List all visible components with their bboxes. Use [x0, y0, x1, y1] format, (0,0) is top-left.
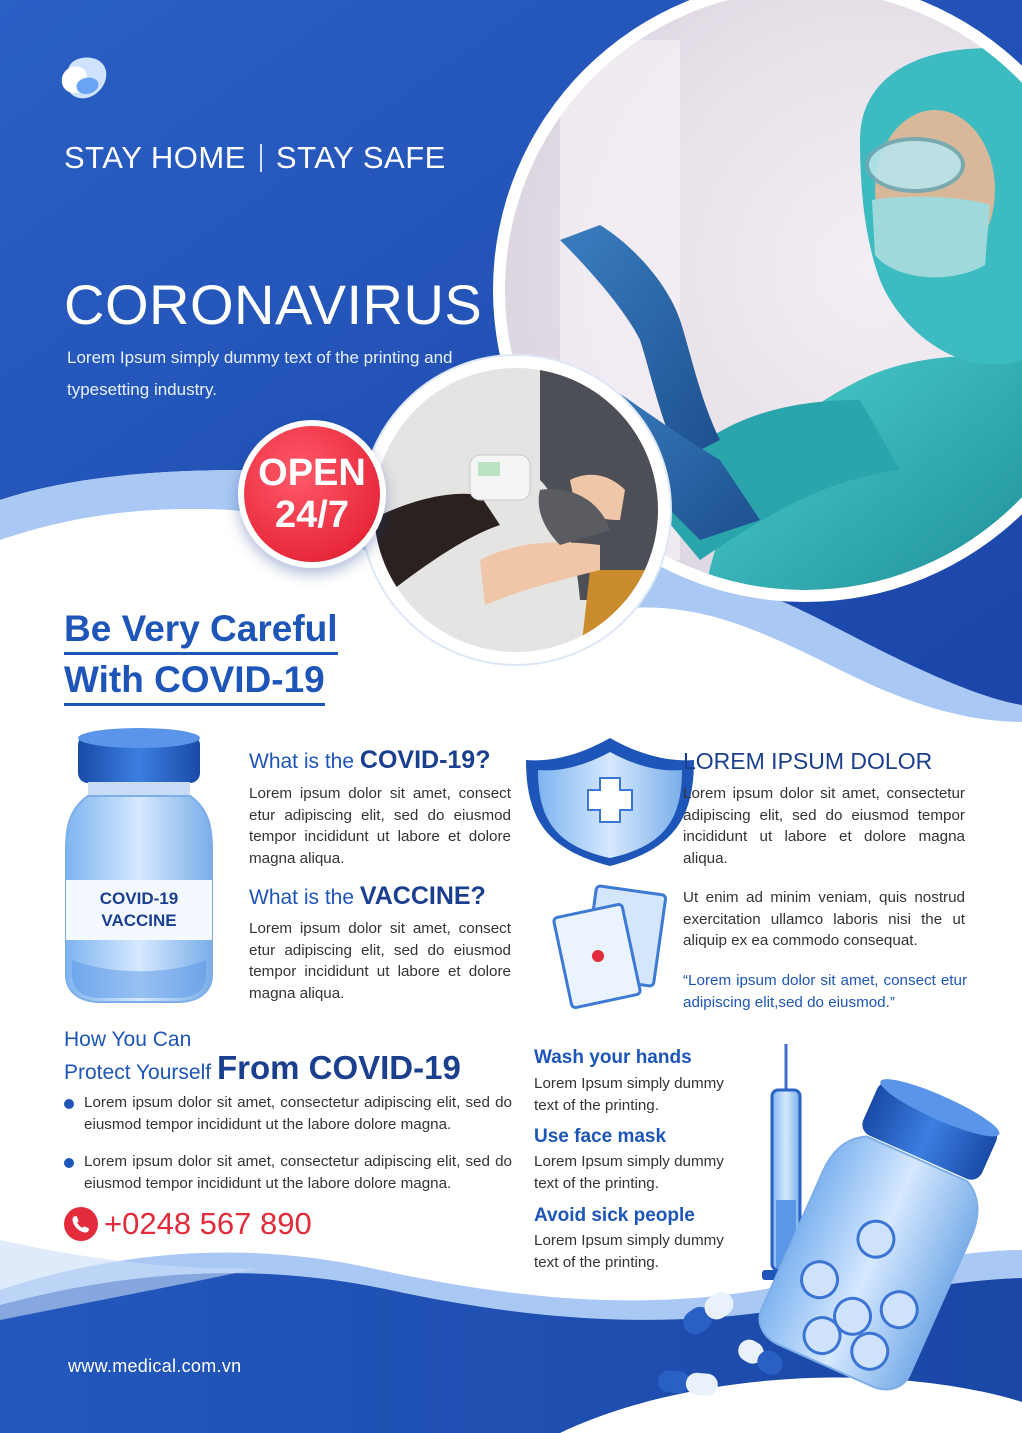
slogan [64, 140, 446, 176]
vaccine-title-emphasis: VACCINE? [359, 882, 486, 910]
hero-title: CORONAVIRUS [64, 273, 483, 336]
slogan-divider [260, 144, 262, 172]
bullet-dot-icon [64, 1158, 74, 1168]
badge-line-1: OPEN [258, 452, 366, 494]
bullet-text: Lorem ipsum dolor sit amet, consectetur adipiscing elit, sed do eiusmod tempor incididunt ut the labore dolore magna. [84, 1153, 512, 1192]
right-section-quote: “Lorem ipsum dolor sit amet, consect etur adipiscing elit,sed do eiusmod.” [683, 972, 967, 1011]
covid-section-body: Lorem ipsum dolor sit amet, consect etur adipiscing elit, sed do eiusmod tempor incididunt ut labore et dolore magna aliqua. [249, 785, 511, 867]
right-section-title: LOREM IPSUM DOLOR [683, 748, 933, 774]
list-item [64, 1151, 512, 1194]
protect-title-line-2: Protect Yourself [64, 1061, 212, 1084]
vaccine-bottle-label [66, 888, 212, 932]
website-link[interactable]: www.medical.com.vn [68, 1356, 242, 1376]
headline-line-1: Be Very Careful [64, 606, 338, 655]
headline-line-2: With COVID-19 [64, 657, 325, 706]
shield-cross-icon [526, 738, 694, 866]
covid-title-prefix: What is the [249, 750, 360, 773]
tip-title-face-mask: Use face mask [534, 1126, 667, 1147]
protect-title-line-2-wrap [64, 1049, 461, 1087]
right-section-body-2: Ut enim ad minim veniam, quis nostrud exercitation ullamco laboris nisi the ut aliquip ex ea commodo consequat. [683, 889, 965, 950]
bullet-text: Lorem ipsum dolor sit amet, consectetur adipiscing elit, sed do eiusmod tempor incididunt ut the labore dolore magna. [84, 1094, 512, 1133]
protect-title [64, 1026, 461, 1087]
tip-title-wash-hands: Wash your hands [534, 1047, 692, 1068]
protect-title-emphasis: From COVID-19 [216, 1049, 461, 1086]
slogan-left: STAY HOME [64, 140, 246, 175]
protect-title-line-1: How You Can [64, 1028, 192, 1051]
protect-bullet-list [64, 1092, 512, 1210]
tip-body-wash-hands: Lorem Ipsum simply dummy text of the printing. [534, 1075, 724, 1114]
vaccine-label-line-2: VACCINE [101, 911, 177, 930]
logo-icon [58, 52, 110, 104]
vaccine-title-prefix: What is the [249, 886, 360, 909]
phone-contact[interactable] [64, 1206, 312, 1242]
headline [64, 606, 338, 706]
vaccine-label-line-1: COVID-19 [99, 889, 179, 908]
vaccine-bottle-icon [66, 728, 212, 1002]
vaccine-section-title [249, 882, 486, 911]
phone-icon [64, 1207, 98, 1241]
open-24-7-badge [238, 420, 386, 568]
tip-body-avoid-sick: Lorem Ipsum simply dummy text of the printing. [534, 1232, 724, 1271]
covid-title-emphasis: COVID-19? [359, 746, 491, 774]
vaccine-section-body: Lorem ipsum dolor sit amet, consect etur adipiscing elit, sed do eiusmod tempor incididunt ut labore et dolore magna aliqua. [249, 920, 511, 1002]
slogan-right: STAY SAFE [275, 140, 446, 175]
tip-title-avoid-sick: Avoid sick people [534, 1205, 695, 1226]
list-item [64, 1092, 512, 1135]
phone-number: +0248 567 890 [104, 1206, 312, 1241]
bullet-dot-icon [64, 1099, 74, 1109]
covid-section-title [249, 746, 490, 775]
tip-body-face-mask: Lorem Ipsum simply dummy text of the printing. [534, 1153, 724, 1192]
badge-line-2: 24/7 [275, 494, 349, 536]
right-section-body-1: Lorem ipsum dolor sit amet, consectetur adipiscing elit, sed do eiusmod tempor incididunt ut labore et dolore magna aliqua. [683, 785, 965, 867]
test-slides-icon [553, 886, 666, 1009]
hero-subtitle: Lorem Ipsum simply dummy text of the printing and typesetting industry. [67, 348, 453, 399]
